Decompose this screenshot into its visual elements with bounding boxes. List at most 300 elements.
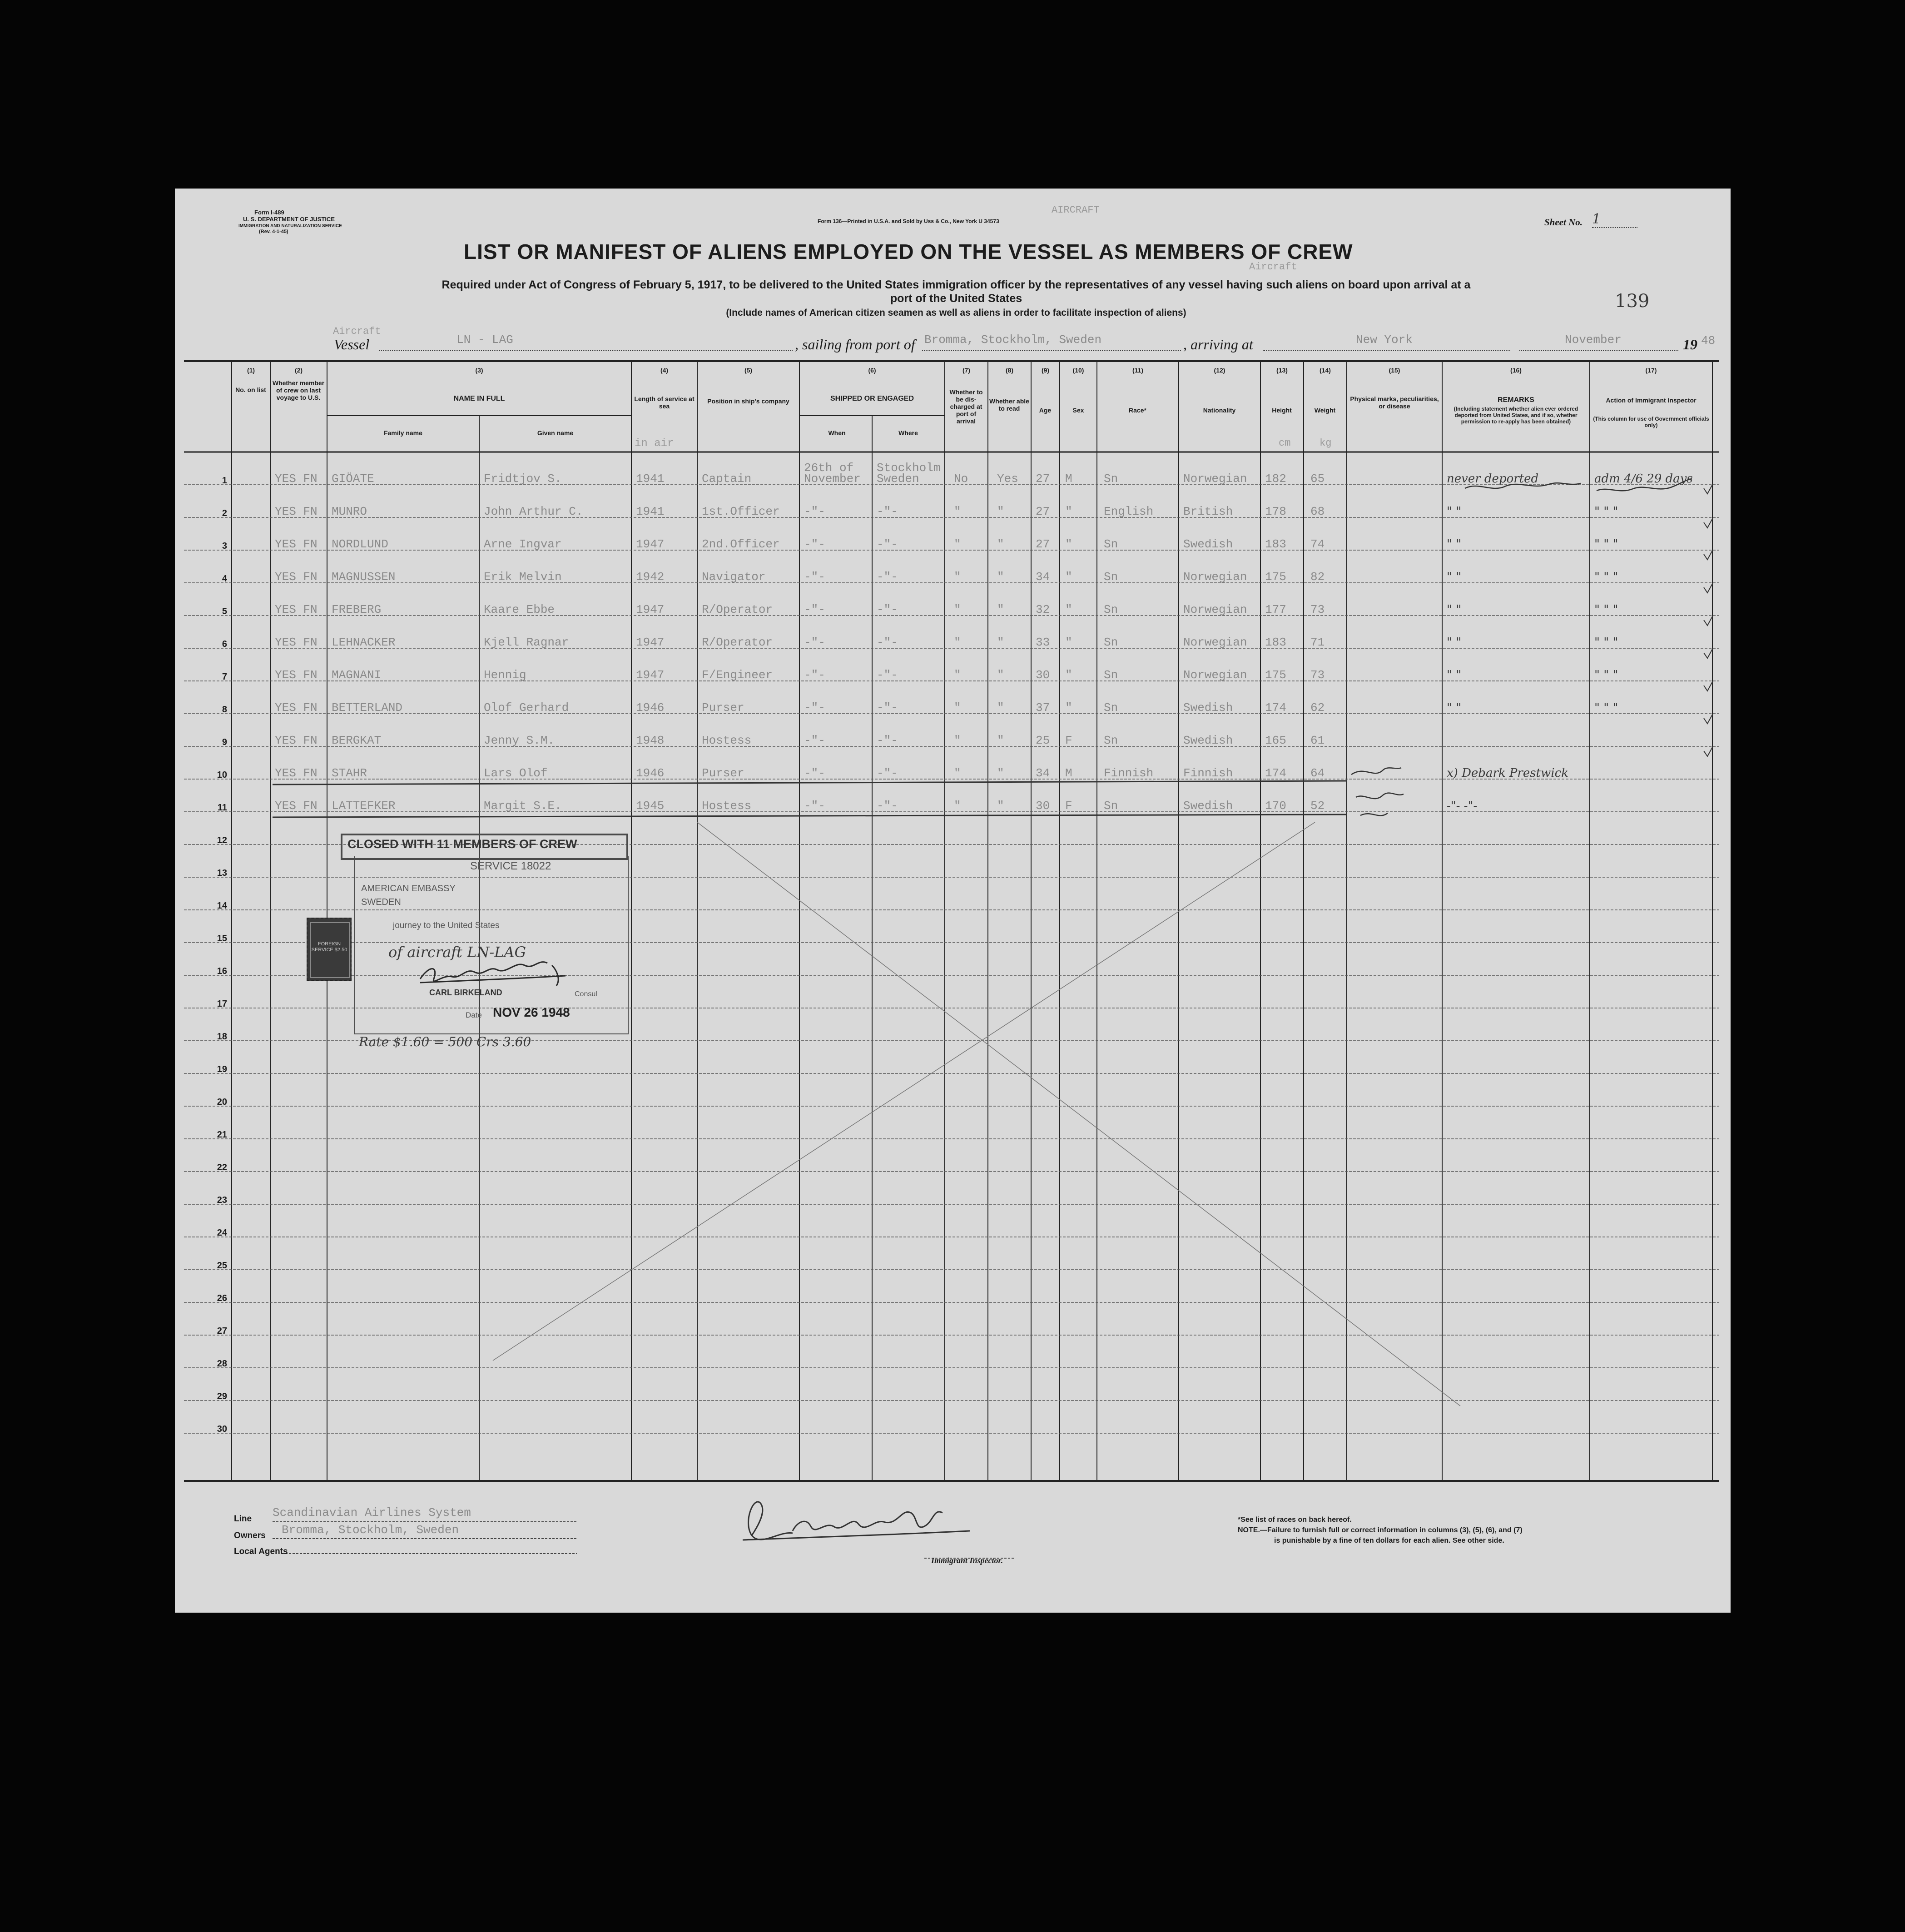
cell-age: 27 [1036, 505, 1050, 518]
cell-when: November [804, 472, 861, 486]
cell-remarks: x) Debark Prestwick [1447, 766, 1568, 780]
arrival-month: November [1565, 333, 1622, 347]
cell-prev: YES FN [275, 701, 318, 715]
cell-sex: " [1065, 701, 1072, 715]
cell-action: " " " [1594, 603, 1618, 616]
cell-given: Arne Ingvar [484, 537, 562, 551]
cell-position: 1st.Officer [702, 505, 780, 518]
cell-when: -"- [804, 701, 825, 715]
consul-signature [416, 961, 579, 988]
cell-height: 177 [1265, 603, 1286, 616]
cell-height: 175 [1265, 570, 1286, 584]
cell-age: 32 [1036, 603, 1050, 616]
cell-read: " [997, 505, 1004, 518]
row-number: 26 [217, 1293, 227, 1303]
cell-nationality: British [1183, 505, 1233, 518]
cell-age: 25 [1036, 734, 1050, 747]
cell-read: " [997, 570, 1004, 584]
cell-where: -"- [877, 636, 898, 649]
cell-height: 174 [1265, 766, 1286, 780]
cell-nationality: Norwegian [1183, 603, 1247, 616]
cell-discharged: " [954, 668, 961, 682]
cell-age: 34 [1036, 766, 1050, 780]
column-number: (13) [1276, 367, 1288, 374]
cell-sex: " [1065, 537, 1072, 551]
row-number: 19 [217, 1064, 227, 1074]
header-when: When [828, 429, 846, 437]
shipped-when-header: 26th of [804, 461, 854, 475]
cell-action: " " " [1594, 636, 1618, 649]
revenue-stamp [307, 918, 352, 981]
races-note: *See list of races on back hereof. [1238, 1516, 1352, 1524]
inspector-signature [765, 1508, 900, 1531]
cell-where: -"- [877, 603, 898, 616]
stamp-header: CLOSED WITH 11 MEMBERS OF CREW [347, 837, 577, 851]
cell-family: BETTERLAND [332, 701, 403, 715]
cell-position: Hostess [702, 734, 752, 747]
subtitle-line-2: port of the United States [890, 292, 1022, 305]
cell-when: -"- [804, 766, 825, 780]
cell-given: Kjell Ragnar [484, 636, 569, 649]
row-number: 5 [222, 606, 227, 616]
cell-age: 30 [1036, 668, 1050, 682]
row-number: 12 [217, 835, 227, 845]
stamp-date: NOV 26 1948 [493, 1005, 570, 1019]
cell-sex: M [1065, 472, 1072, 486]
cell-when: -"- [804, 537, 825, 551]
cell-nationality: Norwegian [1183, 636, 1247, 649]
cell-weight: 64 [1310, 766, 1325, 780]
fine-note-line-1: NOTE.—Failure to furnish full or correct information in columns (3), (5), (6), and (7) [1238, 1526, 1523, 1534]
row-number: 2 [222, 508, 227, 518]
cell-service: 1947 [636, 668, 665, 682]
cell-where: -"- [877, 734, 898, 747]
cell-height: 165 [1265, 734, 1286, 747]
footer-agents-label: Local Agents [234, 1547, 288, 1556]
row-number: 20 [217, 1097, 227, 1107]
column-number: (17) [1645, 367, 1657, 374]
cell-where: -"- [877, 537, 898, 551]
year-suffix: 48 [1701, 334, 1716, 348]
cell-service: 1947 [636, 603, 665, 616]
row-number: 14 [217, 901, 227, 911]
header-age: Age [1039, 407, 1052, 414]
header-length-service: Length of service at sea [634, 395, 695, 410]
sheet-label: Sheet No. [1544, 217, 1583, 228]
cell-position: Purser [702, 766, 744, 780]
cell-sex: " [1065, 603, 1072, 616]
cell-given: Kaare Ebbe [484, 603, 555, 616]
aircraft-overtype: AIRCRAFT [1052, 204, 1100, 216]
column-number: (3) [475, 367, 483, 374]
sailing-from-label: , sailing from port of [795, 336, 915, 353]
header-discharged: Whether to be dis-charged at port of arrival [949, 388, 983, 425]
row-number: 24 [217, 1228, 227, 1238]
cell-nationality: Norwegian [1183, 668, 1247, 682]
header-able-to-read: Whether able to read [989, 397, 1029, 412]
cell-service: 1946 [636, 766, 665, 780]
arriving-at-label: , arriving at [1183, 336, 1253, 353]
row-number: 16 [217, 966, 227, 976]
cell-when: -"- [804, 668, 825, 682]
handwritten-number: 139 [1615, 291, 1650, 312]
cell-sex: " [1065, 668, 1072, 682]
cell-where: -"- [877, 668, 898, 682]
cell-position: Hostess [702, 799, 752, 813]
header-sex: Sex [1072, 407, 1084, 414]
header-family-name: Family name [384, 429, 422, 437]
header-given-name: Given name [537, 429, 574, 437]
cell-family: MAGNANI [332, 668, 382, 682]
cell-nationality: Norwegian [1183, 570, 1247, 584]
column-number: (4) [660, 367, 669, 374]
cell-race: Sn [1104, 668, 1118, 682]
cell-where: -"- [877, 799, 898, 813]
subtitle-line-1: Required under Act of Congress of February 5, 1917, to be delivered to the United States immigration officer by the representatives of any vessel having such aliens on board upon arrival at a [442, 278, 1471, 291]
cell-nationality: Swedish [1183, 734, 1233, 747]
column-number: (9) [1041, 367, 1050, 374]
header-action-inspector: Action of Immigrant Inspector [1606, 397, 1697, 404]
cell-weight: 61 [1310, 734, 1325, 747]
cell-height: 170 [1265, 799, 1286, 813]
cell-age: 27 [1036, 537, 1050, 551]
cell-where: -"- [877, 505, 898, 518]
row-number: 15 [217, 934, 227, 944]
cell-race: Sn [1104, 537, 1118, 551]
header-no-on-list: No. on list [235, 386, 266, 393]
cell-family: MUNRO [332, 505, 367, 518]
cell-nationality: Norwegian [1183, 472, 1247, 486]
cell-prev: YES FN [275, 766, 318, 780]
header-remarks: REMARKS [1498, 396, 1534, 404]
cell-position: R/Operator [702, 636, 773, 649]
row-number: 13 [217, 868, 227, 878]
cell-height: 183 [1265, 636, 1286, 649]
cell-where: -"- [877, 701, 898, 715]
cell-action: " " " [1594, 668, 1618, 682]
cell-discharged: " [954, 570, 961, 584]
row-number: 6 [222, 639, 227, 649]
cell-remarks: " " [1447, 537, 1462, 551]
cell-given: Lars Olof [484, 766, 548, 780]
cell-family: FREBERG [332, 603, 382, 616]
stamp-aircraft: of aircraft LN-LAG [388, 944, 526, 961]
cell-prev: YES FN [275, 505, 318, 518]
cell-service: 1941 [636, 505, 665, 518]
aircraft-word: Aircraft [333, 326, 381, 337]
column-number: (10) [1072, 367, 1084, 374]
row-number: 7 [222, 672, 227, 682]
row-number: 1 [222, 476, 227, 486]
cell-weight: 71 [1310, 636, 1325, 649]
cell-race: English [1104, 505, 1154, 518]
cell-nationality: Finnish [1183, 766, 1233, 780]
cell-height: 174 [1265, 701, 1286, 715]
footer-owners-value: Bromma, Stockholm, Sweden [282, 1523, 459, 1537]
cell-service: 1947 [636, 636, 665, 649]
header-action-note: (This column for use of Government officials only) [1593, 416, 1709, 428]
fine-note-line-2: is punishable by a fine of ten dollars for each alien. See other side. [1274, 1537, 1504, 1545]
column-number: (5) [744, 367, 753, 374]
column-number: (15) [1389, 367, 1400, 374]
cell-prev: YES FN [275, 603, 318, 616]
subtitle-line-3: (Include names of American citizen seamen as well as aliens in order to facilitate inspection of aliens) [726, 308, 1186, 318]
cell-age: 27 [1036, 472, 1050, 486]
cell-given: John Arthur C. [484, 505, 583, 518]
cell-remarks: " " [1447, 603, 1462, 616]
column-number: (11) [1132, 367, 1144, 374]
cell-action: " " " [1594, 505, 1618, 518]
cell-age: 30 [1036, 799, 1050, 813]
cell-given: Olof Gerhard [484, 701, 569, 715]
cell-read: " [997, 603, 1004, 616]
footer-owners-label: Owners [234, 1531, 266, 1540]
stamp-consul-title: Consul [575, 990, 597, 998]
cell-when: -"- [804, 734, 825, 747]
cell-discharged: " [954, 799, 961, 813]
revenue-stamp-text: FOREIGN SERVICE $2.50 [311, 941, 347, 953]
row-number: 28 [217, 1359, 227, 1369]
cell-discharged: " [954, 636, 961, 649]
cell-sex: " [1065, 636, 1072, 649]
row-number: 29 [217, 1391, 227, 1401]
row-number: 23 [217, 1195, 227, 1205]
cell-position: F/Engineer [702, 668, 773, 682]
vessel-label: Vessel [334, 336, 370, 353]
department: U. S. DEPARTMENT OF JUSTICE [243, 216, 335, 223]
cell-read: " [997, 766, 1004, 780]
cell-weight: 68 [1310, 505, 1325, 518]
cell-weight: 74 [1310, 537, 1325, 551]
footer-line-value: Scandinavian Airlines System [273, 1506, 471, 1520]
cell-weight: 73 [1310, 603, 1325, 616]
cell-race: Sn [1104, 636, 1118, 649]
cell-discharged: " [954, 537, 961, 551]
cell-action: " " " [1594, 570, 1618, 584]
cell-when: -"- [804, 570, 825, 584]
cell-height: 182 [1265, 472, 1286, 486]
cell-when: -"- [804, 636, 825, 649]
cell-when: -"- [804, 603, 825, 616]
cell-family: BERGKAT [332, 734, 382, 747]
departure-port: Bromma, Stockholm, Sweden [924, 333, 1102, 347]
cell-prev: YES FN [275, 668, 318, 682]
row-number: 25 [217, 1261, 227, 1271]
row-number: 11 [217, 803, 227, 813]
manifest-sheet [175, 189, 1731, 1613]
header-prev-voyage: Whether member of crew on last voyage to U.S. [272, 379, 325, 401]
column-number: (12) [1214, 367, 1225, 374]
cell-given: Jenny S.M. [484, 734, 555, 747]
header-kg: kg [1320, 437, 1332, 449]
cell-family: LEHNACKER [332, 636, 396, 649]
header-position: Position in ship's company [707, 397, 789, 405]
cell-position: R/Operator [702, 603, 773, 616]
cell-prev: YES FN [275, 799, 318, 813]
cell-when: -"- [804, 505, 825, 518]
column-number: (1) [247, 367, 255, 374]
column-number: (7) [962, 367, 971, 374]
cell-position: Navigator [702, 570, 766, 584]
cell-nationality: Swedish [1183, 537, 1233, 551]
service-name: IMMIGRATION AND NATURALIZATION SERVICE [238, 223, 342, 228]
cell-service: 1947 [636, 537, 665, 551]
stamp-journey: journey to the United States [393, 921, 500, 930]
cell-position: Purser [702, 701, 744, 715]
cell-remarks: " " [1447, 701, 1462, 715]
row-number: 8 [222, 705, 227, 715]
cell-prev: YES FN [275, 570, 318, 584]
header-where: Where [898, 429, 918, 437]
cell-discharged: " [954, 505, 961, 518]
cell-prev: YES FN [275, 636, 318, 649]
header-remarks-note: (Including statement whether alien ever ordered deported from United States, and if so, whether permission to re-apply has been obtained) [1454, 406, 1578, 425]
cell-height: 183 [1265, 537, 1286, 551]
cell-discharged: " [954, 603, 961, 616]
cell-race: Finnish [1104, 766, 1154, 780]
cell-remarks: " " [1447, 570, 1462, 584]
stamp-fee: Rate $1.60 = 500 Crs 3.60 [359, 1034, 531, 1049]
row-number: 22 [217, 1162, 227, 1172]
sheet-number: 1 [1592, 211, 1637, 228]
cell-action: " " " [1594, 537, 1618, 551]
cell-where: -"- [877, 766, 898, 780]
cell-sex: M [1065, 766, 1072, 780]
cell-race: Sn [1104, 734, 1118, 747]
cell-remarks: " " [1447, 668, 1462, 682]
header-race: Race* [1129, 407, 1146, 414]
row-number: 27 [217, 1326, 227, 1336]
cell-prev: YES FN [275, 472, 318, 486]
cell-sex: " [1065, 570, 1072, 584]
form-revision: (Rev. 4-1-45) [259, 229, 288, 234]
cell-weight: 73 [1310, 668, 1325, 682]
column-number: (2) [294, 367, 303, 374]
row-number: 17 [217, 999, 227, 1009]
form-number: Form I-489 [254, 209, 284, 216]
column-number: (16) [1510, 367, 1522, 374]
cell-race: Sn [1104, 472, 1118, 486]
shipped-where-header: Stockholm [877, 461, 941, 475]
cell-given: Hennig [484, 668, 526, 682]
footer-line-label: Line [234, 1514, 252, 1524]
cell-remarks: never deported [1447, 472, 1539, 486]
stamp-consul-name: CARL BIRKELAND [429, 988, 502, 997]
row-number: 3 [222, 541, 227, 551]
cell-read: " [997, 668, 1004, 682]
cell-read: " [997, 636, 1004, 649]
cell-service: 1941 [636, 472, 665, 486]
cell-service: 1942 [636, 570, 665, 584]
cell-discharged: No [954, 472, 968, 486]
cell-family: STAHR [332, 766, 367, 780]
year-prefix: 19 [1683, 336, 1697, 353]
header-physical-marks: Physical marks, peculiarities, or disease [1350, 395, 1439, 410]
header-shipped-engaged: SHIPPED OR ENGAGED [830, 395, 914, 402]
cell-prev: YES FN [275, 734, 318, 747]
cell-action: adm 4/6 29 days [1594, 472, 1693, 486]
cell-action: " " " [1594, 701, 1618, 715]
stamp-city: SWEDEN [361, 897, 401, 907]
cell-height: 178 [1265, 505, 1286, 518]
cell-discharged: " [954, 734, 961, 747]
cell-read: " [997, 701, 1004, 715]
cell-weight: 82 [1310, 570, 1325, 584]
stamp-embassy: AMERICAN EMBASSY [361, 884, 456, 894]
cell-where: Sweden [877, 472, 919, 486]
header-nationality: Nationality [1203, 407, 1236, 414]
cell-family: LATTEFKER [332, 799, 396, 813]
row-number: 30 [217, 1424, 227, 1434]
cell-race: Sn [1104, 799, 1118, 813]
cell-discharged: " [954, 766, 961, 780]
cell-service: 1946 [636, 701, 665, 715]
cell-service: 1945 [636, 799, 665, 813]
cell-discharged: " [954, 701, 961, 715]
inspector-label: Immigrant Inspector. [931, 1556, 1003, 1565]
cell-sex: F [1065, 799, 1072, 813]
stamp-date-label: Date [466, 1011, 482, 1019]
cell-age: 33 [1036, 636, 1050, 649]
cell-family: MAGNUSSEN [332, 570, 396, 584]
cell-service: 1948 [636, 734, 665, 747]
cell-family: GIÖATE [332, 472, 374, 486]
header-height: Height [1272, 407, 1292, 414]
header-name-in-full: NAME IN FULL [453, 395, 505, 402]
cell-sex: F [1065, 734, 1072, 747]
cell-nationality: Swedish [1183, 799, 1233, 813]
cell-height: 175 [1265, 668, 1286, 682]
cell-given: Erik Melvin [484, 570, 562, 584]
column-number: (6) [868, 367, 876, 374]
row-number: 9 [222, 737, 227, 747]
cell-weight: 62 [1310, 701, 1325, 715]
row-number: 4 [222, 574, 227, 584]
cell-position: Captain [702, 472, 752, 486]
cell-remarks: -"- -"- [1447, 799, 1478, 813]
cell-race: Sn [1104, 701, 1118, 715]
cell-given: Fridtjov S. [484, 472, 562, 486]
row-number: 10 [217, 770, 227, 780]
cell-position: 2nd.Officer [702, 537, 780, 551]
cell-race: Sn [1104, 570, 1118, 584]
cell-weight: 65 [1310, 472, 1325, 486]
cell-read: " [997, 734, 1004, 747]
header-weight: Weight [1314, 407, 1336, 414]
vessel-name: LN - LAG [456, 333, 513, 347]
aircraft-overtype-2: Aircraft [1249, 261, 1297, 273]
printer-line: Form 136—Printed in U.S.A. and Sold by Uss & Co., New York U 34573 [818, 218, 999, 224]
cell-prev: YES FN [275, 537, 318, 551]
cell-read: " [997, 537, 1004, 551]
cell-remarks: " " [1447, 636, 1462, 649]
stamp-service-number: SERVICE 18022 [470, 860, 551, 872]
cell-family: NORDLUND [332, 537, 388, 551]
cell-nationality: Swedish [1183, 701, 1233, 715]
row-number: 21 [217, 1130, 227, 1140]
cell-remarks: " " [1447, 505, 1462, 518]
cell-read: Yes [997, 472, 1018, 486]
cell-age: 34 [1036, 570, 1050, 584]
arrival-port: New York [1356, 333, 1413, 347]
row-number: 18 [217, 1032, 227, 1042]
column-number: (8) [1005, 367, 1014, 374]
column-number: (14) [1320, 367, 1331, 374]
header-cm: cm [1279, 437, 1291, 449]
cell-given: Margit S.E. [484, 799, 562, 813]
cell-where: -"- [877, 570, 898, 584]
header-in-air: in air [635, 437, 674, 450]
